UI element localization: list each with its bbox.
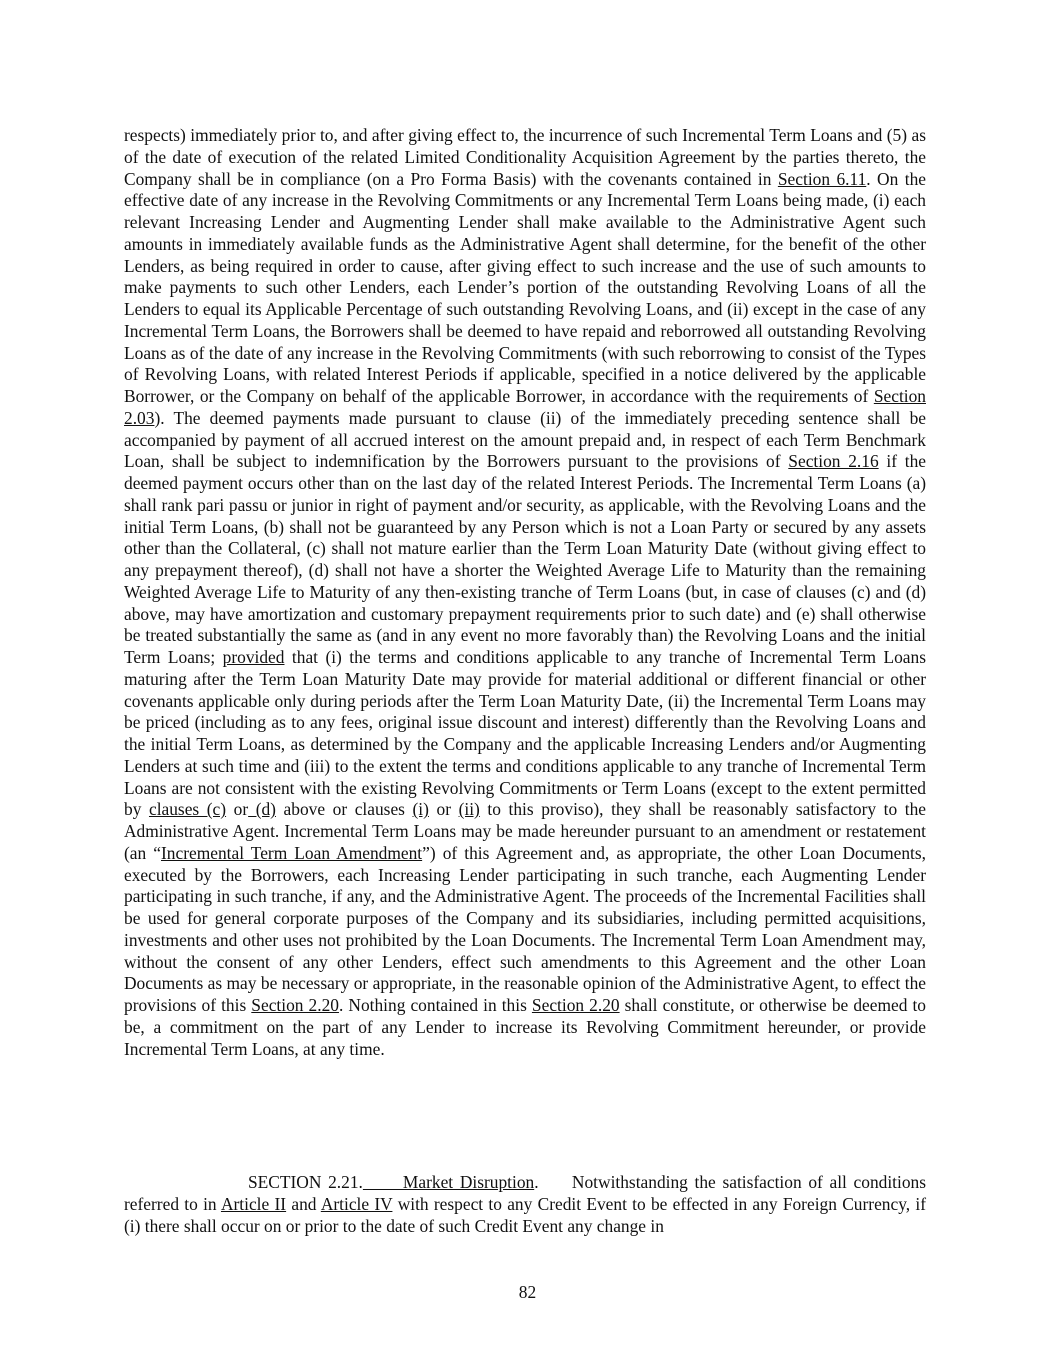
clause-d-reference: (d): [248, 799, 276, 820]
text-run: ). The deemed payments made pursuant to clause (ii) of the immediately preceding sentence shall be accompanied by payment of all accrued interest on the amount prepaid and, in respect of each Term Benchmark Loan, shall be subject to indemnification by the Borrowers pursuant to the provisions of: [124, 407, 926, 472]
section-2-21-paragraph: [124, 1172, 931, 1237]
text-run: . Notwithstanding the satisfaction of all conditions referred to in: [124, 1172, 931, 1214]
article-iv-reference: Article IV: [320, 1193, 393, 1214]
incremental-term-loan-amendment-term: Incremental Term Loan Amendment: [161, 842, 423, 863]
section-2-03-reference: Section 2.03: [124, 386, 926, 428]
clause-i-reference: (i): [412, 799, 429, 820]
article-ii-reference: Article II: [220, 1193, 287, 1214]
text-run: . On the effective date of any increase in the Revolving Commitments or any Incremental Term Loans being made, (i) each relevant Increasing Lender and Augmenting Lender shall make available to the Administrative Agent such amounts in immediately available funds as the Administrative Agent shall determine, for the benefit of the other Lenders, as being required in order to cause, after giving effect to such increase and the use of such amounts to make payments to such other Lenders, each Lender’s portion of the outstanding Revolving Loans of all the Lenders to equal its Applicable Percentage of such outstanding Revolving Loans, and (ii) except in the case of any Incremental Term Loans, the Borrowers shall be deemed to have repaid and reborrowed all outstanding Revolving Loans as of the date of any increase in the Revolving Commitments (with such reborrowing to consist of the Types of Revolving Loans, with related Interest Periods if applicable, specified in a notice delivered by the applicable Borrower, or the Company on behalf of the applicable Borrower, in accordance with the requirements of: [124, 168, 926, 406]
text-run: to this proviso), they shall be reasonably satisfactory to the Administrative Agent. Incremental Term Loans may be made hereunder pursuant to an amendment or restatement (an “: [124, 799, 926, 863]
section-2-20-reference: Section 2.20: [531, 995, 620, 1015]
page-number: 82: [518, 1282, 537, 1302]
text-run: or: [226, 799, 249, 820]
section-2-20-reference: Section 2.20: [251, 995, 339, 1015]
text-run: ”) of this Agreement and, as appropriate, the other Loan Documents, executed by the Borrowers, each Increasing Lender participating in such tranche, each Augmenting Lender participating in such tranche, if any, and the Administrative Agent. The proceeds of the Incremental Facilities shall be used for general corporate purposes of the Company and its subsidiaries, including permitted acquisitions, investments and other uses not prohibited by the Loan Documents. The Incremental Term Loan Amendment may, without the consent of any other Lenders, effect such amendments to this Agreement and the other Loan Documents as may be necessary or appropriate, in the reasonable opinion of the Administrative Agent, to effect the provisions of this: [124, 842, 926, 1015]
text-run: above or clauses: [275, 799, 413, 820]
text-run: shall constitute, or otherwise be deemed to be, a commitment on the part of any Lender to increase its Revolving Commitment hereunder, or provide Incremental Term Loans, at any time.: [124, 995, 926, 1059]
text-run: or: [428, 799, 459, 820]
text-run: that (i) the terms and conditions applicable to any tranche of Incremental Term Loans maturing after the Term Loan Maturity Date may provide for material additional or different financial or other covenants applicable only during periods after the Term Loan Maturity Date, (ii) the Incremental Term Loans may be priced (including as to any fees, original issue discount and interest) differently than the Revolving Loans and the initial Term Loans, as determined by the Company and the applicable Increasing Lenders and/or Augmenting Lenders at such time and (iii) to the extent the terms and conditions applicable to any tranche of Incremental Term Loans are not consistent with the existing Revolving Commitments or Term Loans (except to the extent permitted by: [124, 647, 926, 820]
text-run: and: [286, 1193, 321, 1214]
section-number: SECTION 2.21.: [248, 1172, 363, 1192]
section-title: Market Disruption: [362, 1172, 535, 1192]
section-2-16-reference: Section 2.16: [788, 451, 879, 472]
clause-ii-reference: (ii): [458, 799, 480, 820]
text-run: . Nothing contained in this: [338, 995, 532, 1015]
text-run: if the deemed payment occurs other than on the last day of the related Interest Periods. The Incremental Term Loans (a) shall rank pari passu or junior in right of payment and/or security, as applicable, with the Revolving Loans and the initial Term Loans, (b) shall not be guaranteed by any Person which is not a Loan Party or secured by any assets other than the Collateral, (c) shall not mature earlier than the Term Loan Maturity Date (without giving effect to any prepayment thereof), (d) shall not have a shorter the Weighted Average Life to Maturity than the remaining Weighted Average Life to Maturity of any then-existing tranche of Term Loans (but, in case of clauses (c) and (d) above, may have amortization and customary prepayment requirements prior to such date) and (e) shall otherwise be treated substantially the same as (and in any event no more favorably than) the Revolving Loans and the initial Term Loans;: [124, 451, 926, 667]
body-paragraph: [124, 125, 926, 1060]
section-6-11-reference: Section 6.11: [777, 168, 867, 189]
clauses-c-reference: clauses (c): [148, 799, 227, 820]
text-run: respects) immediately prior to, and after giving effect to, the incurrence of such Incremental Term Loans and (5) as of the date of execution of the related Limited Conditionality Acquisition Agreement by the parties thereto, the Company shall be in compliance (on a Pro Forma Basis) with the covenants contained in: [124, 125, 926, 189]
text-run: with respect to any Credit Event to be effected in any Foreign Currency, if (i) there shall occur on or prior to the date of such Credit Event any change in: [124, 1193, 927, 1236]
provided-term: provided: [222, 647, 285, 667]
